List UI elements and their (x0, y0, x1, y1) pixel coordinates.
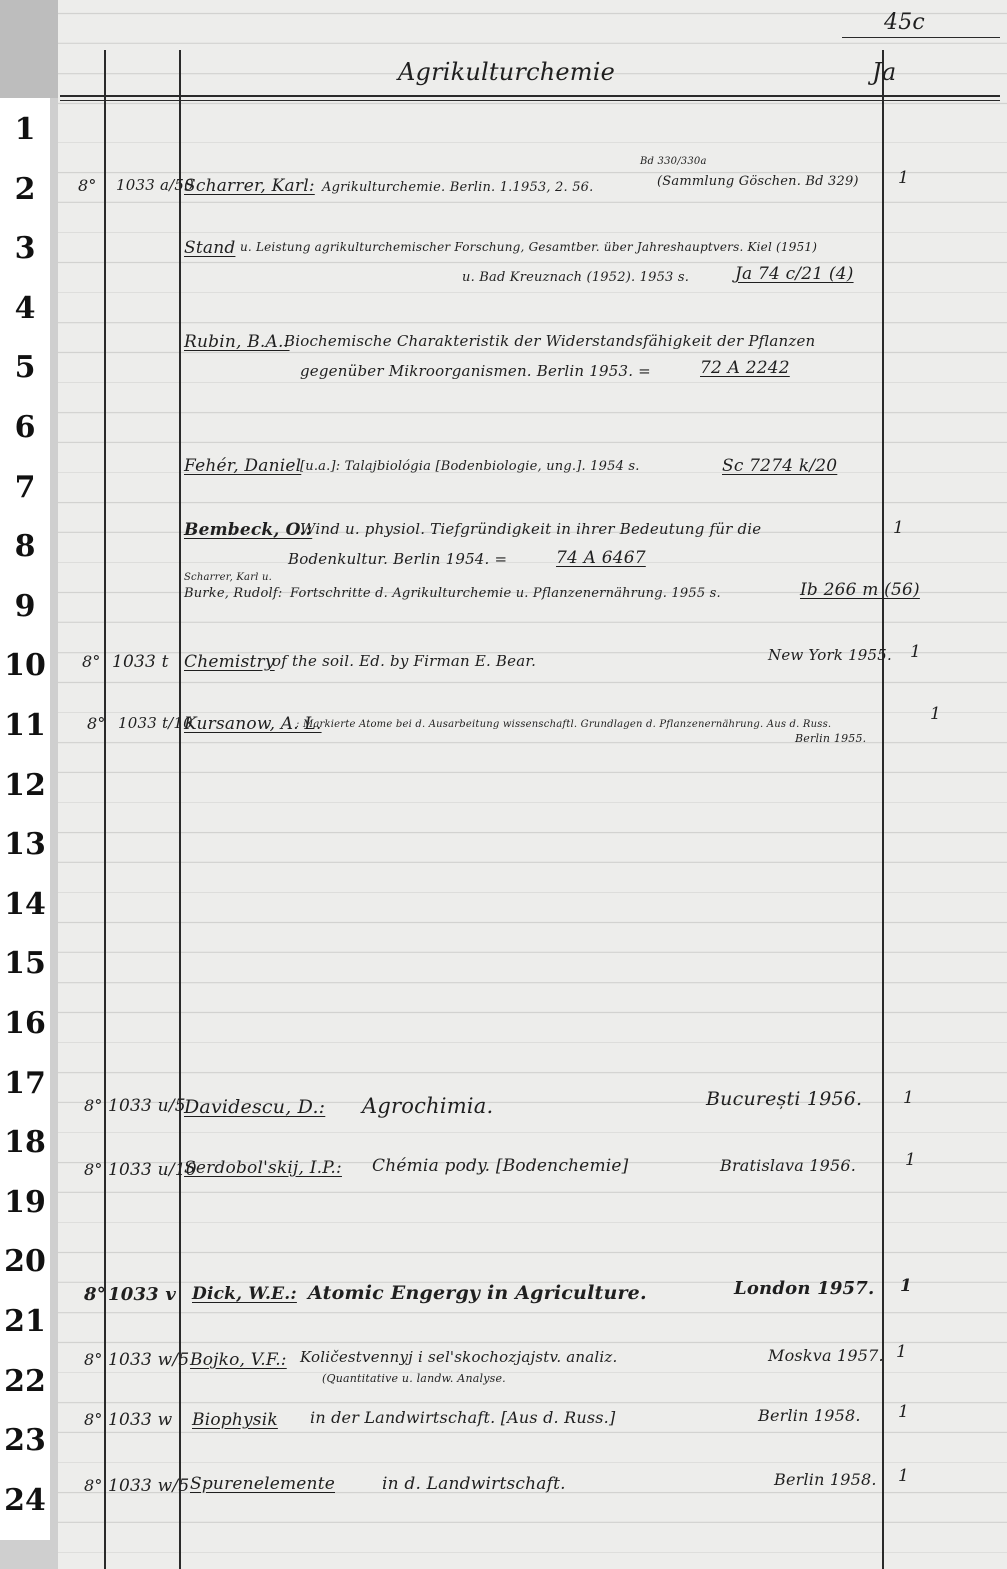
entry-copies: 1 (898, 1466, 910, 1486)
entry-copies: 1 (893, 518, 905, 538)
line-number: 8 (14, 529, 36, 564)
entry-call-number: 1033 u/10 (108, 1160, 197, 1180)
entry-location: Berlin 1955. (795, 732, 867, 745)
entry-text: Chémia pody. [Bodenchemie] (372, 1156, 629, 1176)
entry-text: in d. Landwirtschaft. (382, 1474, 566, 1494)
entry-format: 8° (87, 714, 106, 733)
entry-author: Chemistry (184, 652, 275, 672)
line-number: 14 (4, 887, 46, 922)
entry-call-number: 1033 t (112, 652, 169, 672)
column-code: Ja (872, 58, 897, 86)
entry-copies: 1 (903, 1088, 915, 1108)
entry-text: Agrochimia. (362, 1094, 494, 1118)
page-title: Agrikulturchemie (398, 58, 616, 86)
entry-location: Berlin 1958. (774, 1470, 877, 1489)
entry-ref: Ib 266 m (56) (800, 580, 920, 600)
entry-ref: Sc 7274 k/20 (722, 456, 838, 476)
line-number: 16 (4, 1006, 46, 1041)
entry-author: Rubin, B.A.: (184, 332, 290, 352)
entry-copies: 1 (930, 704, 942, 724)
entry-copies: 1 (910, 642, 922, 662)
entry-call-number: 1033 w (108, 1410, 173, 1430)
entry-call-number: 1033 w/5 (108, 1350, 190, 1370)
entry-author: Dick, W.E.: (192, 1284, 297, 1304)
entry-ref: 72 A 2242 (700, 358, 790, 378)
entry-location: New York 1955. (768, 646, 893, 664)
column-rule-callnumber (179, 50, 181, 1569)
entry-call-number: 1033 w/5 (108, 1476, 190, 1496)
line-number: 1 (14, 112, 36, 147)
entry-text: Agrikulturchemie. Berlin. 1.1953, 2. 56. (322, 180, 594, 195)
entry-author: Bembeck, O.: (184, 520, 313, 540)
line-number: 6 (14, 410, 36, 445)
entry-text: u. Leistung agrikulturchemischer Forschung, Gesamtber. über Jahreshauptvers. Kiel (1951) (240, 240, 818, 254)
entry-location: Bratislava 1956. (720, 1156, 857, 1175)
entry-author: Fehér, Daniel (184, 456, 302, 476)
entry-text-cont: u. Bad Kreuznach (1952). 1953 s. (462, 270, 690, 285)
entry-call-number: 1033 t/10 (118, 714, 193, 732)
line-number: 21 (4, 1304, 46, 1339)
entry-text-cont: Bodenkultur. Berlin 1954. = (288, 550, 508, 568)
column-rule-format (104, 50, 106, 1569)
entry-format: 8° (84, 1476, 103, 1495)
entry-text: Biochemische Charakteristik der Widerstandsfähigkeit der Pflanzen (284, 332, 816, 350)
entry-copies: 1 (905, 1150, 917, 1170)
entry-location: Moskva 1957. (768, 1346, 884, 1365)
entry-text: Wind u. physiol. Tiefgründigkeit in ihrer Bedeutung für die (300, 520, 762, 538)
entry-format: 8° (84, 1350, 103, 1369)
entry-location: Berlin 1958. (758, 1406, 861, 1425)
line-number: 4 (14, 291, 36, 326)
line-number: 12 (4, 768, 46, 803)
entry-format: 8° (78, 176, 97, 195)
page-number: 45c (884, 10, 925, 35)
column-rule-copies (882, 50, 884, 1569)
entry-text: Fortschritte d. Agrikulturchemie u. Pflanzenernährung. 1955 s. (290, 586, 721, 601)
entry-text: Količestvennyj i sel'skochozjajstv. analiz. (300, 1348, 618, 1366)
entry-author: Burke, Rudolf: (184, 586, 283, 601)
entry-annotation: Bd 330/330a (640, 156, 707, 167)
entry-author: Biophysik (192, 1410, 278, 1430)
entry-format: 8° (84, 1410, 103, 1429)
line-number: 23 (4, 1423, 46, 1458)
entry-text-cont: (Quantitative u. landw. Analyse. (322, 1372, 506, 1385)
line-number: 13 (4, 827, 46, 862)
entry-location: London 1957. (734, 1278, 875, 1299)
line-number: 22 (4, 1364, 46, 1399)
ledger-page (58, 0, 1007, 1569)
entry-author: Bojko, V.F.: (190, 1350, 287, 1370)
entry-copies: 1 (900, 1276, 913, 1296)
entry-text: of the soil. Ed. by Firman E. Bear. (272, 652, 537, 670)
entry-note: (Sammlung Göschen. Bd 329) (657, 174, 859, 189)
line-number: 9 (14, 589, 36, 624)
entry-copies: 1 (898, 1402, 910, 1422)
line-number: 3 (14, 231, 36, 266)
line-number: 2 (14, 172, 36, 207)
header-rule (60, 95, 1000, 97)
entry-annotation: Scharrer, Karl u. (184, 572, 272, 583)
entry-ref: 74 A 6467 (556, 548, 646, 568)
sidebar-top-block (0, 0, 58, 98)
entry-author: Davidescu, D.: (184, 1096, 326, 1118)
entry-text: [u.a.]: Talajbiológia [Bodenbiologie, ung.]. 1954 s. (300, 459, 640, 474)
entry-text: : Markierte Atome bei d. Ausarbeitung wissenschaftl. Grundlagen d. Pflanzenernährung. Aus d. Russ. (296, 719, 832, 730)
line-number: 18 (4, 1125, 46, 1160)
entry-format: 8° (84, 1284, 106, 1305)
line-number: 10 (4, 648, 46, 683)
entry-call-number: 1033 u/5 (108, 1096, 186, 1116)
line-number: 17 (4, 1066, 46, 1101)
line-number: 19 (4, 1185, 46, 1220)
entry-author: Spurenelemente (190, 1474, 335, 1494)
line-number: 11 (4, 708, 46, 743)
line-number: 7 (14, 470, 36, 505)
line-number: 24 (4, 1483, 46, 1518)
entry-format: 8° (84, 1096, 103, 1115)
entry-call-number: 1033 a/50 (116, 176, 194, 194)
header-rule-2 (60, 100, 1000, 101)
line-number: 5 (14, 350, 36, 385)
entry-author: Stand (184, 238, 236, 258)
entry-author: Kursanow, A. L. (184, 714, 322, 734)
line-number: 15 (4, 946, 46, 981)
entry-text: Atomic Engergy in Agriculture. (308, 1282, 647, 1304)
entry-author: Serdobol'skij, I.P.: (184, 1158, 342, 1178)
entry-format: 8° (82, 652, 101, 671)
entry-text: in der Landwirtschaft. [Aus d. Russ.] (310, 1408, 616, 1427)
entry-location: București 1956. (706, 1088, 863, 1110)
entry-copies: 1 (898, 168, 910, 188)
entry-copies: 1 (896, 1342, 908, 1362)
entry-author: Scharrer, Karl: (184, 176, 315, 196)
line-number: 20 (4, 1244, 46, 1279)
entry-call-number: 1033 v (108, 1284, 177, 1305)
top-rule (842, 37, 1000, 38)
entry-format: 8° (84, 1160, 103, 1179)
entry-ref: Ja 74 c/21 (4) (735, 264, 854, 284)
entry-text-cont: gegenüber Mikroorganismen. Berlin 1953. = (300, 362, 651, 380)
